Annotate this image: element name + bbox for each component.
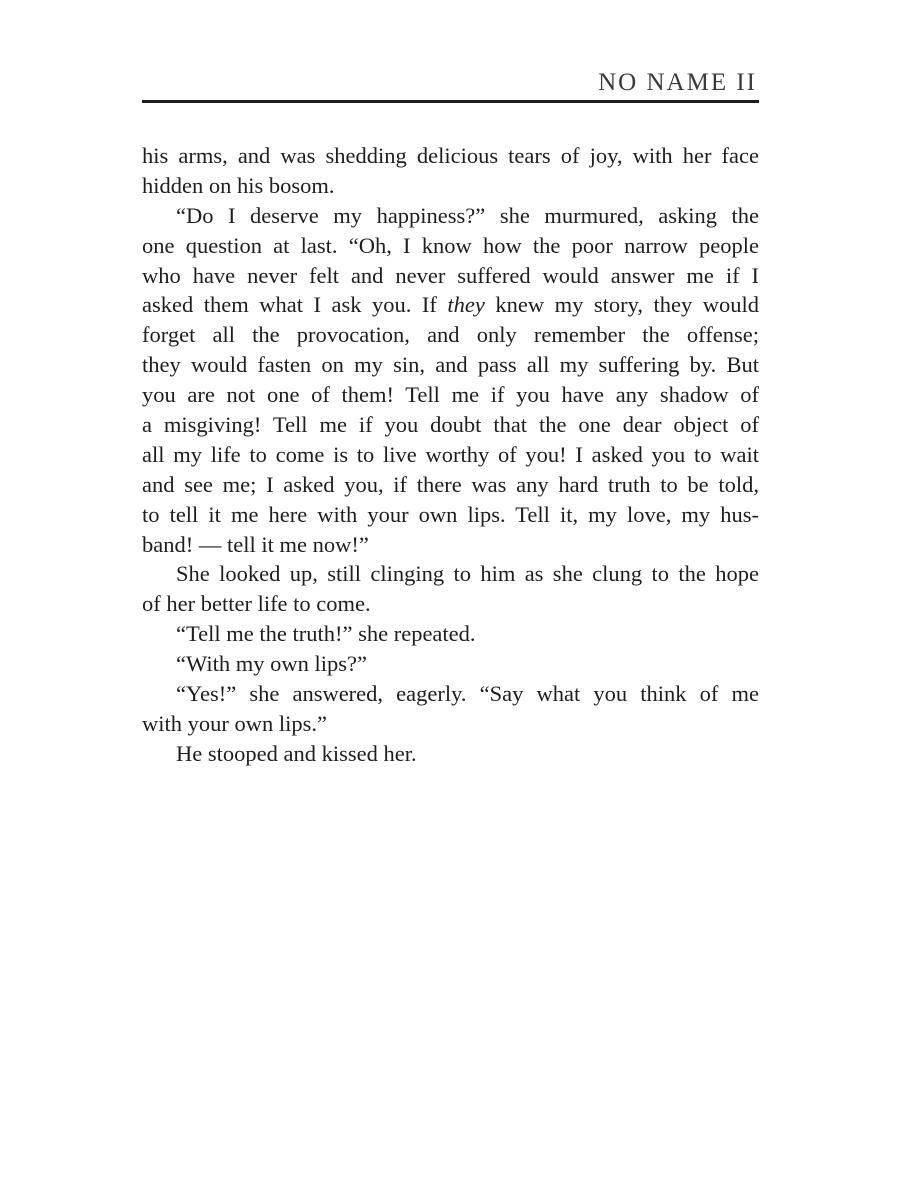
body-text (142, 141, 759, 769)
running-head: NO NAME II (598, 69, 757, 96)
text-segment: knew my story, they would (484, 292, 759, 318)
text-line: they would fasten on my sin, and pass all my suffering by. But (142, 352, 759, 378)
text-line: who have never felt and never suffered would answer me if I (142, 262, 759, 288)
text-segment: asked them what I ask you. If (142, 292, 448, 318)
text-line: a misgiving! Tell me if you doubt that the one dear object of (142, 412, 759, 438)
text-line: one question at last. “Oh, I know how the poor narrow people (142, 232, 759, 258)
text-line: He stooped and kissed her. (176, 740, 417, 766)
text-line: forget all the provocation, and only remember the offense; (142, 322, 759, 348)
header-rule (142, 100, 759, 103)
emphasis-text: they (447, 292, 485, 318)
text-line: “Yes!” she answered, eagerly. “Say what you think of me (176, 681, 759, 707)
text-line: of her better life to come. (142, 591, 371, 617)
text-line: “Tell me the truth!” she repeated. (176, 621, 476, 647)
text-line: “Do I deserve my happiness?” she murmured, asking the (176, 202, 759, 228)
text-line: hidden on his bosom. (142, 172, 335, 198)
text-line: all my life to come is to live worthy of you! I asked you to wait (142, 441, 759, 467)
text-line: band! — tell it me now!” (142, 531, 369, 557)
text-line: and see me; I asked you, if there was any hard truth to be told, (142, 471, 759, 497)
text-line: to tell it me here with your own lips. Tell it, my love, my hus- (142, 501, 759, 527)
text-line (142, 290, 759, 320)
text-line: his arms, and was shedding delicious tears of joy, with her face (142, 143, 759, 168)
text-line: “With my own lips?” (176, 651, 367, 677)
text-line: She looked up, still clinging to him as she clung to the hope (176, 561, 759, 587)
text-line: you are not one of them! Tell me if you have any shadow of (142, 382, 759, 408)
text-line: with your own lips.” (142, 710, 327, 736)
